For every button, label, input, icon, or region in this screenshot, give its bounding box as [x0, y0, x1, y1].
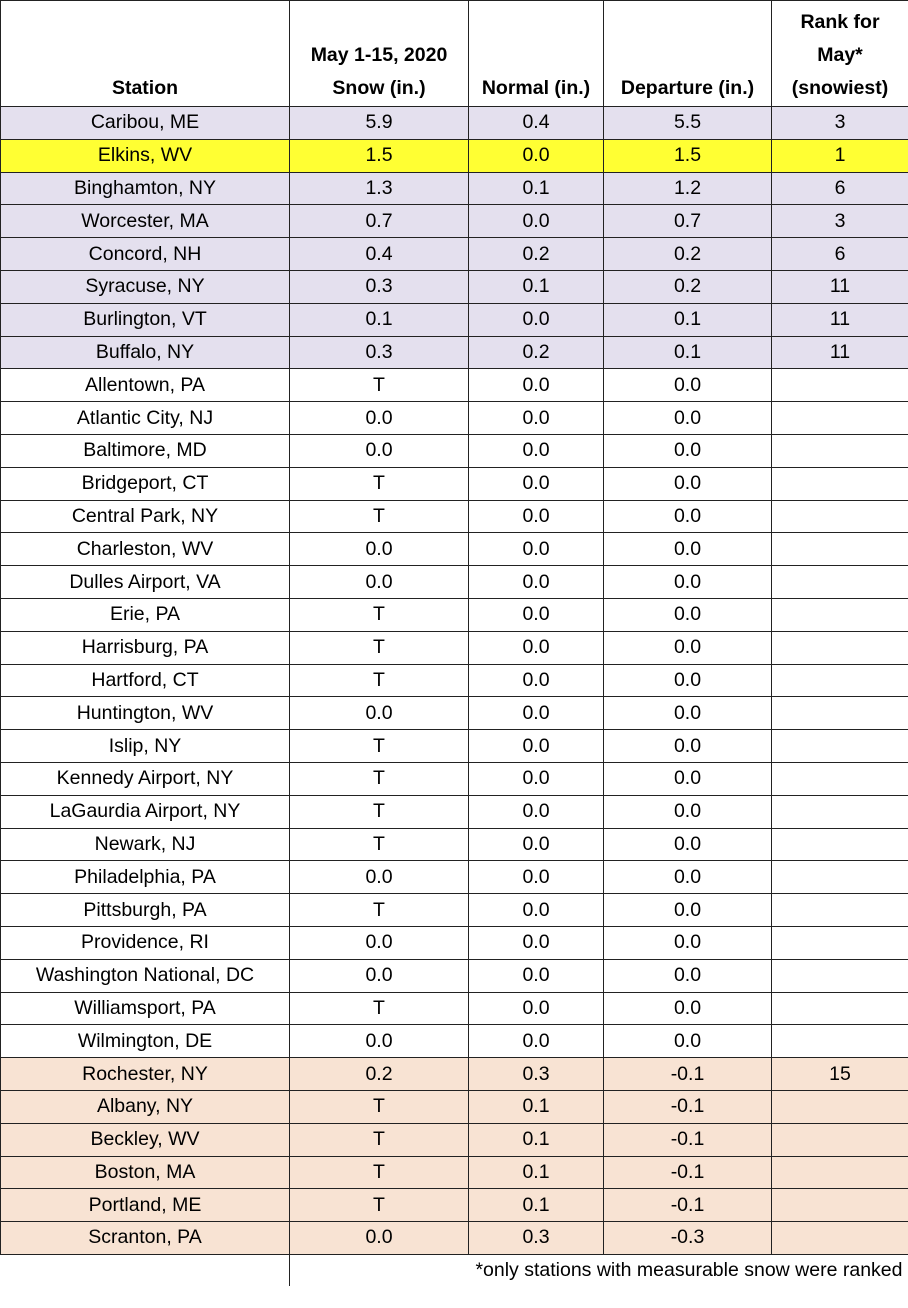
cell-departure: 5.5: [604, 107, 772, 140]
cell-normal: 0.1: [469, 1090, 604, 1123]
cell-snow: 0.0: [290, 959, 469, 992]
cell-rank: 11: [772, 303, 908, 336]
cell-departure: -0.1: [604, 1189, 772, 1222]
footnote: *only stations with measurable snow were ranked: [290, 1254, 908, 1286]
cell-station: Providence, RI: [1, 926, 290, 959]
cell-rank: 15: [772, 1058, 908, 1091]
header-snow-line2: Snow (in.): [332, 77, 426, 99]
cell-departure: 1.2: [604, 172, 772, 205]
cell-station: Buffalo, NY: [1, 336, 290, 369]
cell-normal: 0.0: [469, 795, 604, 828]
cell-rank: 3: [772, 205, 908, 238]
table-row: [1, 303, 908, 336]
cell-station: Dulles Airport, VA: [1, 566, 290, 599]
cell-departure: 0.0: [604, 664, 772, 697]
cell-departure: 0.2: [604, 238, 772, 271]
cell-departure: 0.0: [604, 894, 772, 927]
table-row: [1, 1025, 908, 1058]
cell-snow: T: [290, 1189, 469, 1222]
table-row: [1, 631, 908, 664]
cell-rank: [772, 664, 908, 697]
footnote-spacer: [1, 1254, 290, 1286]
table-row: [1, 434, 908, 467]
cell-normal: 0.2: [469, 238, 604, 271]
cell-snow: 0.4: [290, 238, 469, 271]
cell-rank: [772, 500, 908, 533]
table-row: [1, 697, 908, 730]
header-rank: [772, 1, 908, 107]
cell-station: Worcester, MA: [1, 205, 290, 238]
cell-snow: T: [290, 894, 469, 927]
header-normal: Normal (in.): [469, 1, 604, 107]
cell-rank: [772, 467, 908, 500]
cell-normal: 0.1: [469, 172, 604, 205]
cell-station: Pittsburgh, PA: [1, 894, 290, 927]
cell-rank: [772, 959, 908, 992]
cell-station: Beckley, WV: [1, 1123, 290, 1156]
cell-snow: 0.0: [290, 434, 469, 467]
cell-station: Islip, NY: [1, 730, 290, 763]
table-row: [1, 1090, 908, 1123]
cell-snow: T: [290, 598, 469, 631]
cell-station: Boston, MA: [1, 1156, 290, 1189]
table-row: [1, 533, 908, 566]
table-row: [1, 1058, 908, 1091]
cell-normal: 0.0: [469, 631, 604, 664]
cell-station: Philadelphia, PA: [1, 861, 290, 894]
table-row: [1, 107, 908, 140]
cell-snow: 0.0: [290, 697, 469, 730]
cell-station: Portland, ME: [1, 1189, 290, 1222]
table-row: [1, 566, 908, 599]
cell-rank: [772, 598, 908, 631]
cell-departure: -0.1: [604, 1058, 772, 1091]
cell-departure: 0.0: [604, 566, 772, 599]
cell-departure: 0.0: [604, 730, 772, 763]
cell-rank: [772, 566, 908, 599]
cell-snow: T: [290, 500, 469, 533]
table-row: [1, 1156, 908, 1189]
cell-station: Burlington, VT: [1, 303, 290, 336]
table-body: [1, 107, 908, 1255]
cell-departure: 0.0: [604, 402, 772, 435]
cell-snow: 0.3: [290, 270, 469, 303]
cell-snow: T: [290, 762, 469, 795]
cell-departure: 0.0: [604, 369, 772, 402]
cell-station: Scranton, PA: [1, 1222, 290, 1255]
cell-station: Central Park, NY: [1, 500, 290, 533]
cell-snow: T: [290, 369, 469, 402]
cell-rank: 3: [772, 107, 908, 140]
cell-station: Caribou, ME: [1, 107, 290, 140]
cell-snow: 0.2: [290, 1058, 469, 1091]
table-row: [1, 598, 908, 631]
cell-station: Williamsport, PA: [1, 992, 290, 1025]
cell-normal: 0.3: [469, 1058, 604, 1091]
header-snow-line1: May 1-15, 2020: [310, 44, 448, 66]
cell-normal: 0.0: [469, 402, 604, 435]
cell-normal: 0.0: [469, 1025, 604, 1058]
cell-snow: T: [290, 664, 469, 697]
cell-rank: 1: [772, 139, 908, 172]
cell-departure: 0.1: [604, 336, 772, 369]
cell-departure: 0.0: [604, 926, 772, 959]
cell-normal: 0.0: [469, 894, 604, 927]
cell-snow: T: [290, 1090, 469, 1123]
cell-rank: [772, 1090, 908, 1123]
footnote-row: [1, 1254, 908, 1286]
cell-normal: 0.0: [469, 959, 604, 992]
cell-snow: 0.0: [290, 1222, 469, 1255]
cell-station: LaGaurdia Airport, NY: [1, 795, 290, 828]
cell-snow: 0.0: [290, 1025, 469, 1058]
cell-snow: T: [290, 828, 469, 861]
cell-rank: [772, 992, 908, 1025]
table-row: [1, 1123, 908, 1156]
cell-departure: 0.1: [604, 303, 772, 336]
cell-rank: 11: [772, 270, 908, 303]
cell-normal: 0.0: [469, 434, 604, 467]
cell-departure: 0.0: [604, 992, 772, 1025]
cell-rank: [772, 697, 908, 730]
header-snow: [290, 1, 469, 107]
header-rank-line2: May*: [817, 44, 863, 66]
cell-snow: 0.0: [290, 402, 469, 435]
cell-rank: [772, 533, 908, 566]
cell-rank: 6: [772, 238, 908, 271]
cell-rank: [772, 402, 908, 435]
header-station: Station: [1, 1, 290, 107]
cell-rank: [772, 894, 908, 927]
cell-station: Atlantic City, NJ: [1, 402, 290, 435]
table-row: [1, 402, 908, 435]
cell-departure: 0.0: [604, 631, 772, 664]
table-row: [1, 369, 908, 402]
table-row: [1, 172, 908, 205]
cell-departure: -0.3: [604, 1222, 772, 1255]
cell-normal: 0.0: [469, 926, 604, 959]
cell-rank: [772, 730, 908, 763]
table-row: [1, 894, 908, 927]
cell-normal: 0.1: [469, 270, 604, 303]
table-row: [1, 762, 908, 795]
cell-rank: 6: [772, 172, 908, 205]
cell-normal: 0.0: [469, 762, 604, 795]
cell-snow: 0.0: [290, 926, 469, 959]
cell-departure: 0.0: [604, 533, 772, 566]
cell-departure: 0.0: [604, 434, 772, 467]
header-departure: Departure (in.): [604, 1, 772, 107]
cell-normal: 0.0: [469, 598, 604, 631]
cell-departure: 0.7: [604, 205, 772, 238]
cell-station: Harrisburg, PA: [1, 631, 290, 664]
cell-departure: 0.0: [604, 762, 772, 795]
header-row: [1, 1, 908, 107]
table-row: [1, 500, 908, 533]
cell-snow: 5.9: [290, 107, 469, 140]
cell-rank: [772, 828, 908, 861]
cell-station: Charleston, WV: [1, 533, 290, 566]
cell-normal: 0.0: [469, 664, 604, 697]
cell-snow: 0.0: [290, 533, 469, 566]
cell-station: Newark, NJ: [1, 828, 290, 861]
cell-station: Elkins, WV: [1, 139, 290, 172]
table-row: [1, 336, 908, 369]
table-row: [1, 730, 908, 763]
table-row: [1, 664, 908, 697]
cell-departure: 0.0: [604, 795, 772, 828]
cell-departure: -0.1: [604, 1123, 772, 1156]
cell-rank: [772, 1222, 908, 1255]
cell-normal: 0.0: [469, 139, 604, 172]
table-row: [1, 1222, 908, 1255]
table-row: [1, 828, 908, 861]
cell-station: Bridgeport, CT: [1, 467, 290, 500]
table-row: [1, 926, 908, 959]
cell-departure: 0.0: [604, 1025, 772, 1058]
cell-snow: T: [290, 992, 469, 1025]
cell-rank: [772, 1123, 908, 1156]
cell-normal: 0.1: [469, 1189, 604, 1222]
cell-station: Huntington, WV: [1, 697, 290, 730]
cell-departure: 1.5: [604, 139, 772, 172]
cell-departure: 0.0: [604, 828, 772, 861]
cell-snow: 1.3: [290, 172, 469, 205]
table-row: [1, 139, 908, 172]
cell-rank: [772, 926, 908, 959]
table-row: [1, 205, 908, 238]
cell-station: Kennedy Airport, NY: [1, 762, 290, 795]
table-row: [1, 992, 908, 1025]
cell-normal: 0.0: [469, 861, 604, 894]
cell-station: Baltimore, MD: [1, 434, 290, 467]
cell-departure: 0.0: [604, 598, 772, 631]
cell-normal: 0.0: [469, 500, 604, 533]
cell-rank: [772, 434, 908, 467]
cell-rank: [772, 369, 908, 402]
cell-normal: 0.0: [469, 303, 604, 336]
cell-snow: 0.3: [290, 336, 469, 369]
cell-normal: 0.1: [469, 1123, 604, 1156]
cell-departure: 0.0: [604, 959, 772, 992]
cell-normal: 0.4: [469, 107, 604, 140]
cell-normal: 0.0: [469, 992, 604, 1025]
cell-station: Allentown, PA: [1, 369, 290, 402]
cell-normal: 0.0: [469, 730, 604, 763]
cell-station: Rochester, NY: [1, 1058, 290, 1091]
header-rank-line1: Rank for: [800, 11, 880, 33]
table-row: [1, 795, 908, 828]
cell-station: Wilmington, DE: [1, 1025, 290, 1058]
cell-rank: [772, 1025, 908, 1058]
cell-departure: 0.0: [604, 861, 772, 894]
cell-station: Binghamton, NY: [1, 172, 290, 205]
cell-normal: 0.0: [469, 205, 604, 238]
cell-normal: 0.3: [469, 1222, 604, 1255]
header-rank-line3: (snowiest): [791, 77, 889, 99]
table-row: [1, 1189, 908, 1222]
cell-departure: 0.0: [604, 467, 772, 500]
cell-station: Hartford, CT: [1, 664, 290, 697]
cell-departure: 0.0: [604, 500, 772, 533]
table-row: [1, 238, 908, 271]
cell-normal: 0.2: [469, 336, 604, 369]
cell-rank: [772, 861, 908, 894]
cell-departure: 0.2: [604, 270, 772, 303]
cell-rank: [772, 1189, 908, 1222]
cell-rank: [772, 1156, 908, 1189]
cell-snow: T: [290, 631, 469, 664]
table-row: [1, 270, 908, 303]
table-row: [1, 467, 908, 500]
cell-normal: 0.0: [469, 533, 604, 566]
cell-snow: 1.5: [290, 139, 469, 172]
cell-snow: T: [290, 795, 469, 828]
cell-station: Albany, NY: [1, 1090, 290, 1123]
cell-departure: 0.0: [604, 697, 772, 730]
cell-departure: -0.1: [604, 1090, 772, 1123]
table-row: [1, 861, 908, 894]
cell-rank: [772, 795, 908, 828]
table-row: [1, 959, 908, 992]
cell-station: Erie, PA: [1, 598, 290, 631]
cell-snow: 0.1: [290, 303, 469, 336]
cell-station: Washington National, DC: [1, 959, 290, 992]
cell-snow: 0.0: [290, 861, 469, 894]
cell-normal: 0.0: [469, 369, 604, 402]
cell-departure: -0.1: [604, 1156, 772, 1189]
cell-normal: 0.0: [469, 467, 604, 500]
cell-normal: 0.0: [469, 697, 604, 730]
cell-normal: 0.0: [469, 566, 604, 599]
cell-rank: [772, 631, 908, 664]
cell-normal: 0.1: [469, 1156, 604, 1189]
cell-snow: T: [290, 1156, 469, 1189]
cell-normal: 0.0: [469, 828, 604, 861]
cell-rank: [772, 762, 908, 795]
cell-snow: 0.7: [290, 205, 469, 238]
cell-station: Concord, NH: [1, 238, 290, 271]
cell-snow: T: [290, 1123, 469, 1156]
cell-snow: T: [290, 467, 469, 500]
cell-snow: T: [290, 730, 469, 763]
cell-snow: 0.0: [290, 566, 469, 599]
cell-station: Syracuse, NY: [1, 270, 290, 303]
cell-rank: 11: [772, 336, 908, 369]
